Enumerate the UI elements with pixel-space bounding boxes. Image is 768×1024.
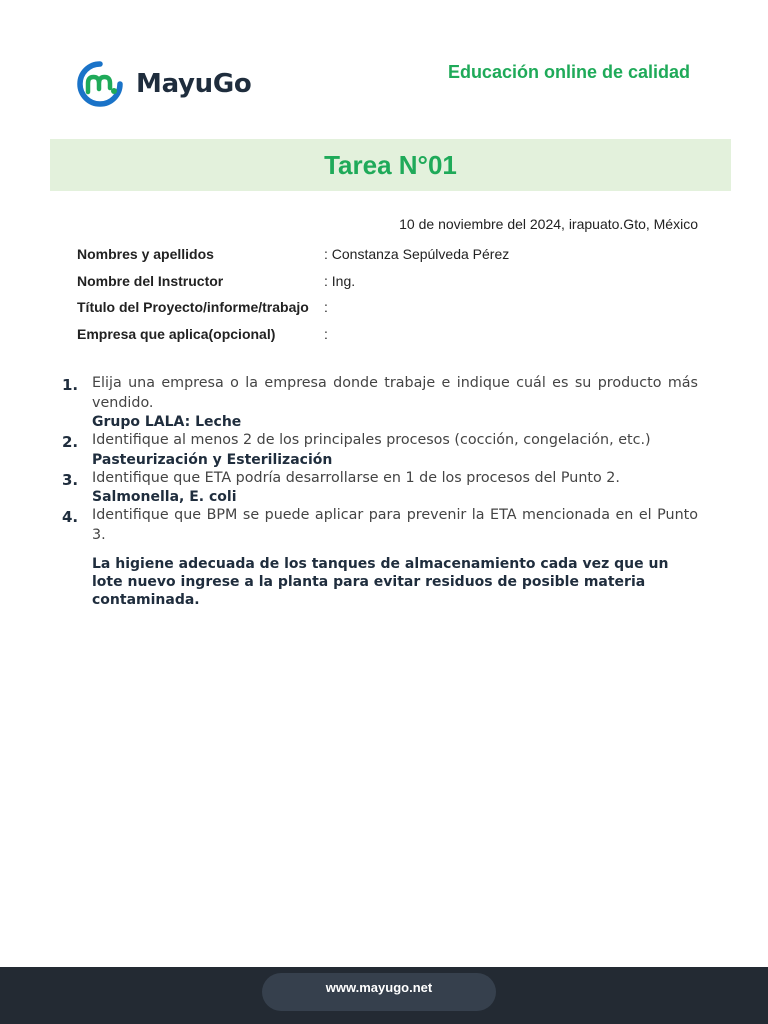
task-question: Elija una empresa o la empresa donde trabaje e indique cuál es su producto más vendido. [92, 375, 698, 411]
task-number: 3. [62, 470, 79, 489]
info-row-company [77, 321, 697, 348]
info-value: : [324, 325, 328, 342]
brand-tagline: Educación online de calidad [447, 62, 690, 82]
info-label: Empresa que aplica(opcional) [77, 325, 276, 342]
date-line: 10 de noviembre del 2024, irapuato.Gto, México [399, 216, 698, 232]
footer-bar [0, 967, 768, 1024]
task-answer: Grupo LALA: Leche [92, 414, 242, 430]
task-answer: La higiene adecuada de los tanques de almacenamiento cada vez que un lote nuevo ingrese a la planta para evitar residuos de posible materia contaminada. [92, 556, 669, 608]
task-list [62, 374, 698, 609]
info-row-project [77, 294, 697, 321]
title-band [50, 139, 731, 191]
document-title: Tarea N°01 [324, 149, 457, 180]
footer-url-link[interactable]: www.mayugo.net [262, 973, 496, 1011]
info-row-instructor [77, 268, 697, 295]
task-number: 2. [62, 433, 79, 451]
task-body [92, 506, 698, 609]
brand-logo [76, 60, 251, 108]
task-item-2 [62, 431, 698, 469]
info-row-name [77, 241, 697, 268]
info-value: : [324, 299, 328, 316]
info-label: Nombre del Instructor [77, 272, 224, 289]
mayugo-logo-icon [76, 60, 124, 108]
task-answer: Salmonella, E. coli [92, 489, 237, 505]
task-item-4 [62, 506, 698, 609]
task-number: 4. [62, 508, 79, 526]
task-answer: Pasteurización y Esterilización [92, 451, 333, 468]
task-question: Identifique que BPM se puede aplicar para prevenir la ETA mencionada en el Punto 3. [92, 507, 698, 543]
info-label: Título del Proyecto/informe/trabajo [77, 299, 309, 316]
task-number: 1. [62, 376, 79, 394]
task-question: Identifique al menos 2 de los principales procesos (cocción, congelación, etc.) [92, 432, 651, 448]
task-body [92, 431, 698, 469]
info-label: Nombres y apellidos [77, 246, 214, 263]
task-body [92, 374, 698, 431]
task-item-3 [62, 469, 698, 507]
info-table [77, 241, 697, 347]
task-body [92, 469, 698, 507]
brand-name: MayuGo [136, 69, 252, 99]
info-value: : Ing. [324, 272, 356, 289]
info-value: : Constanza Sepúlveda Pérez [324, 246, 510, 263]
task-item-1 [62, 374, 698, 431]
task-question: Identifique que ETA podría desarrollarse en 1 de los procesos del Punto 2. [92, 469, 620, 486]
